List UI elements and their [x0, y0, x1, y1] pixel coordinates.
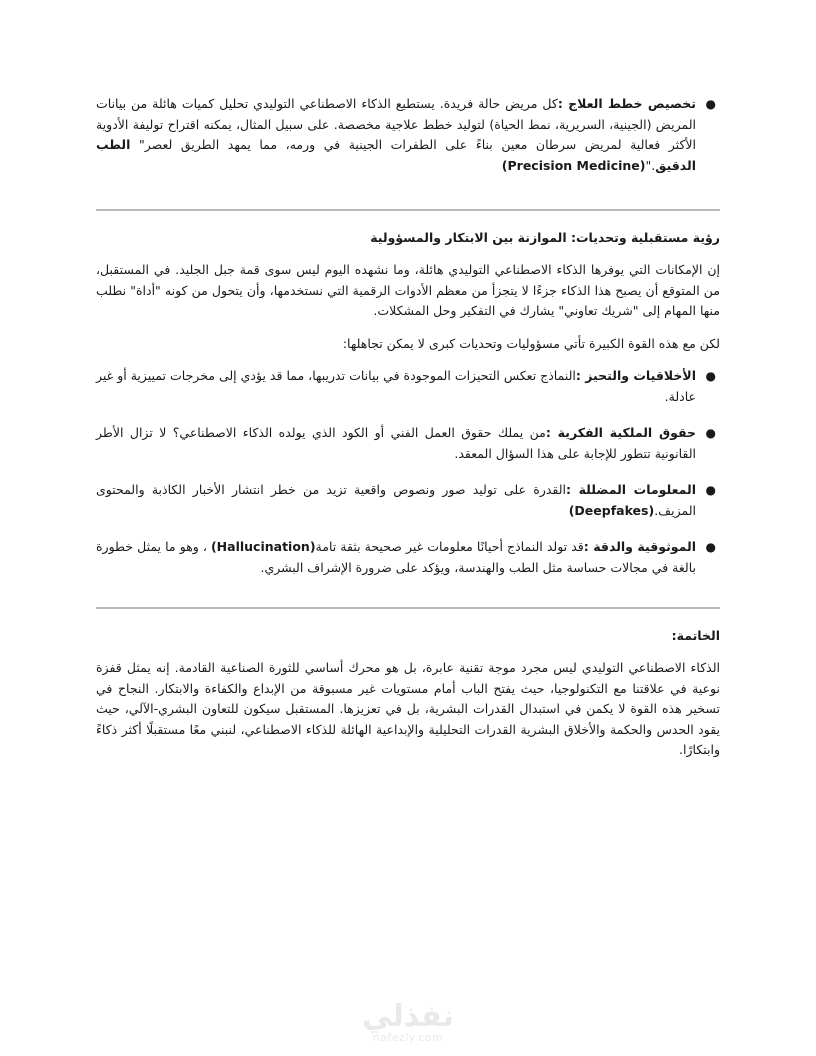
- list-item: [96, 537, 720, 578]
- list-item: [96, 480, 720, 521]
- bullet-text: من يملك حقوق العمل الفني أو الكود الذي يولده الذكاء الاصطناعي؟ لا تزال الأطر القانونية تتطور للإجابة على هذا السؤال المعقد.: [96, 425, 696, 461]
- paragraph: لكن مع هذه القوة الكبيرة تأتي مسؤوليات وتحديات كبرى لا يمكن تجاهلها:: [342, 335, 720, 351]
- bullet-text-tail: ، وهو ما يمثل خطورة بالغة في مجالات حساسة مثل الطب والهندسة، ويؤكد على ضرورة الإشراف البشري.: [96, 539, 696, 575]
- section-heading: رؤية مستقبلية وتحديات: الموازنة بين الابتكار والمسؤولية: [370, 230, 720, 245]
- bullet-latin-term: (Deepfakes): [568, 502, 655, 518]
- bullet-text: القدرة على توليد صور ونصوص واقعية تزيد من خطر انتشار الأخبار الكاذبة والمحتوى المزيف.: [96, 482, 696, 518]
- bullet-icon: ●: [705, 97, 716, 111]
- bullet-icon: ●: [705, 483, 716, 497]
- paragraph: الذكاء الاصطناعي التوليدي ليس مجرد موجة تقنية عابرة، بل هو محرك أساسي للثورة الصناعية القادمة. إنه يمثل قفزة نوعية في علاقتنا مع التكنولوجيا، حيث يفتح الباب أمام مستويات غير مسبوقة من الإبداع والكفاءة والابتكار. النجاح في تسخير هذه القوة لا يكمن في استبدال القدرات البشرية، بل في تعزيزها. المستقبل سيكون للتعاون البشري-الآلي، حيث يقود الحدس والحكمة والأخلاق البشرية القدرات التحليلية والإبداعية الهائلة للذكاء الاصطناعي، لنبني معًا مستقبلًا أكثر ذكاءً وابتكارًا.: [96, 660, 720, 757]
- bullet-latin-term: (Precision Medicine): [501, 157, 646, 173]
- bullet-term: الموثوقية والدقة :: [583, 539, 696, 554]
- paragraph: إن الإمكانات التي يوفرها الذكاء الاصطناعي التوليدي هائلة، وما نشهده اليوم ليس سوى قمة جبل الجليد. في المستقبل، من المتوقع أن يصبح هذا الذكاء جزءًا لا يتجزأ من معظم الأدوات الرقمية التي نستخدمها، وأن يتحول من كونه "أداة" نطلب منها المهام إلى "شريك تعاوني" يشارك في التفكير وحل المشكلات.: [96, 262, 720, 318]
- bullet-term: حقوق الملكية الفكرية :: [545, 425, 697, 440]
- section-heading: الخاتمة:: [671, 628, 720, 643]
- section-divider: [96, 209, 720, 211]
- document-page: [96, 0, 720, 1056]
- bullet-latin-term: (Hallucination): [210, 539, 316, 554]
- challenges-list: [96, 366, 720, 578]
- watermark-logo: [340, 999, 476, 1044]
- bullet-text: النماذج تعكس التحيزات الموجودة في بيانات تدريبها، مما قد يؤدي إلى مخرجات تمييزية أو غير عادلة.: [96, 368, 696, 404]
- bullet-icon: ●: [705, 540, 716, 554]
- conclusion-section: [96, 626, 720, 761]
- list-item: [96, 366, 720, 407]
- bullet-text: قد تولد النماذج أحيانًا معلومات غير صحيحة بثقة تامة: [315, 539, 584, 554]
- top-bullet-list: [96, 94, 720, 176]
- watermark-url: nafezly.com: [372, 1031, 444, 1044]
- bullet-text: كل مريض حالة فريدة. يستطيع الذكاء الاصطناعي التوليدي تحليل كميات هائلة من بيانات المريض (الجينية، السريرية، نمط الحياة) لتوليد خطط علاجية مخصصة. على سبيل المثال، يمكنه اقتراح توليفة الأدوية الأكثر فعالية لمريض سرطان معين بناءً على الطفرات الجينية في ورمه، مما يمهد الطريق لعصر": [96, 96, 696, 152]
- bullet-icon: ●: [705, 426, 716, 440]
- bullet-term: المعلومات المضللة :: [566, 482, 696, 497]
- section-divider: [96, 607, 720, 609]
- list-item: [96, 423, 720, 464]
- bullet-term: تخصيص خطط العلاج :: [557, 96, 696, 111]
- list-item: [96, 94, 720, 176]
- top-bullet-section: [96, 94, 720, 192]
- future-section: [96, 228, 720, 594]
- bullet-term: الأخلاقيات والتحيز :: [575, 368, 697, 383]
- bullet-term-secondary: الطب الدقيق: [96, 137, 696, 173]
- bullet-text-tail: .": [645, 157, 656, 173]
- watermark-logo-text: نفذلي: [362, 999, 454, 1034]
- bullet-icon: ●: [705, 369, 716, 383]
